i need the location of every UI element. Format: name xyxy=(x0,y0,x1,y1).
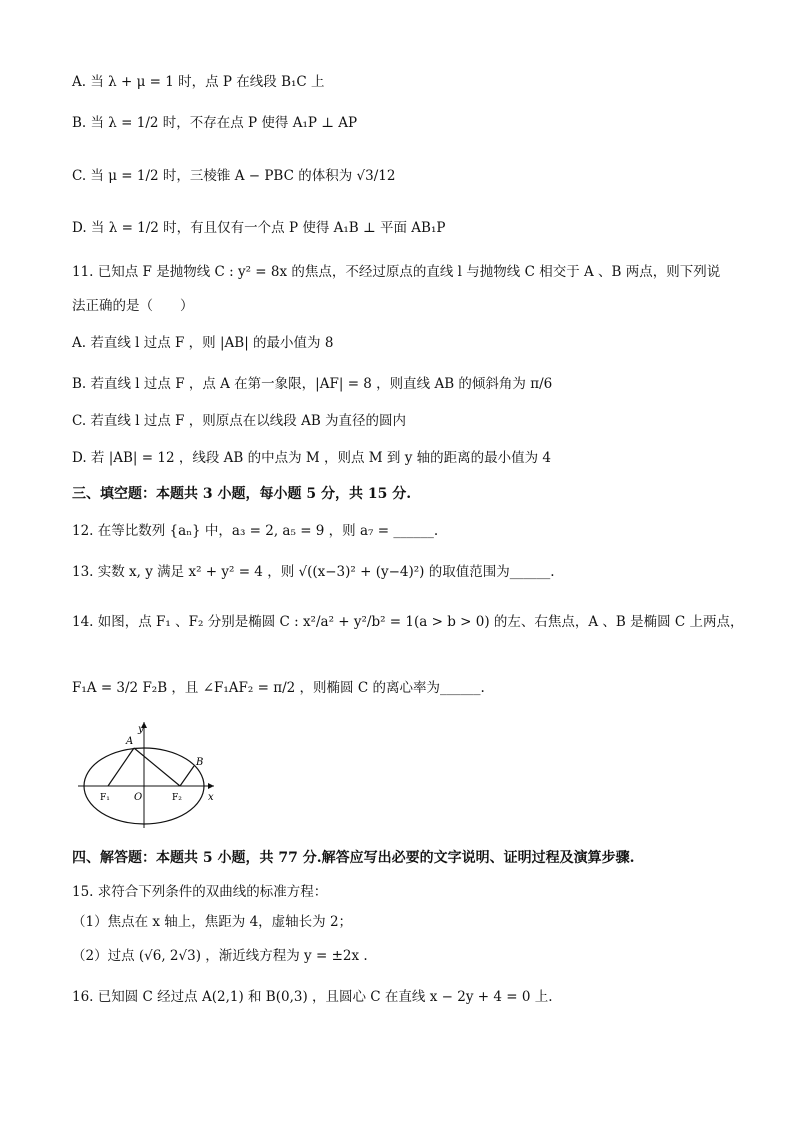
label-b: B xyxy=(196,757,204,768)
q13-text: 13. 实数 x, y 满足 x² + y² = 4 ，则 √((x−3)² + (y−4)²) 的取值范围为______. xyxy=(72,564,555,580)
q11-stem-line1: 11. 已知点 F 是抛物线 C : y² = 8x 的焦点，不经过原点的直线 l 与抛物线 C 相交于 A 、B 两点，则下列说 xyxy=(72,264,721,280)
label-f2: F₂ xyxy=(172,793,182,803)
label-a: A xyxy=(126,736,134,747)
section-heading-answer: 四、解答题：本题共 5 小题，共 77 分.解答应写出必要的文字说明、证明过程及演算步骤. xyxy=(72,850,635,866)
q10-option-d: D. 当 λ = 1/2 时，有且仅有一个点 P 使得 A₁B ⊥ 平面 AB₁P xyxy=(72,220,446,236)
q11-option-a: A. 若直线 l 过点 F ，则 |AB| 的最小值为 8 xyxy=(72,335,334,351)
section-heading-fill-in: 三、填空题：本题共 3 小题，每小题 5 分，共 15 分. xyxy=(72,486,412,502)
q16-text: 16. 已知圆 C 经过点 A(2,1) 和 B(0,3) ，且圆心 C 在直线 x − 2y + 4 = 0 上. xyxy=(72,989,553,1005)
q14-line2: F₁A = 3/2 F₂B ，且 ∠F₁AF₂ = π/2 ，则椭圆 C 的离心率为______. xyxy=(72,680,485,696)
q11-option-d: D. 若 |AB| = 12 ，线段 AB 的中点为 M ，则点 M 到 y 轴的距离的最小值为 4 xyxy=(72,450,551,466)
ellipse-figure xyxy=(72,720,222,830)
q14-line1: 14. 如图，点 F₁ 、F₂ 分别是椭圆 C : x²/a² + y²/b² = 1(a > b > 0) 的左、右焦点，A 、B 是椭圆 C 上两点， xyxy=(72,614,744,630)
label-o: O xyxy=(134,792,143,803)
x-axis-arrow xyxy=(208,783,214,789)
q11-option-c: C. 若直线 l 过点 F ，则原点在以线段 AB 为直径的圆内 xyxy=(72,413,407,429)
segment-a-f2 xyxy=(134,748,180,786)
segment-f2-b xyxy=(180,766,194,786)
label-y: y xyxy=(138,724,144,735)
q10-option-c: C. 当 μ = 1/2 时，三棱锥 A − PBC 的体积为 √3/12 xyxy=(72,168,396,184)
q11-stem-line2: 法正确的是（ ） xyxy=(72,298,194,314)
label-x: x xyxy=(208,792,214,803)
q11-option-b: B. 若直线 l 过点 F ，点 A 在第一象限，|AF| = 8 ，则直线 AB 的倾斜角为 π/6 xyxy=(72,376,553,392)
q12-text: 12. 在等比数列 {aₙ} 中，a₃ = 2, a₅ = 9 ，则 a₇ = ______. xyxy=(72,523,439,539)
q10-option-a: A. 当 λ + μ = 1 时，点 P 在线段 B₁C 上 xyxy=(72,74,325,90)
q10-option-b: B. 当 λ = 1/2 时，不存在点 P 使得 A₁P ⊥ AP xyxy=(72,115,358,131)
q15-stem: 15. 求符合下列条件的双曲线的标准方程： xyxy=(72,884,328,900)
q15-part2: （2）过点 (√6, 2√3) ，渐近线方程为 y = ±2x . xyxy=(72,948,368,964)
label-f1: F₁ xyxy=(100,793,110,803)
q15-part1: （1）焦点在 x 轴上，焦距为 4，虚轴长为 2； xyxy=(72,914,353,930)
